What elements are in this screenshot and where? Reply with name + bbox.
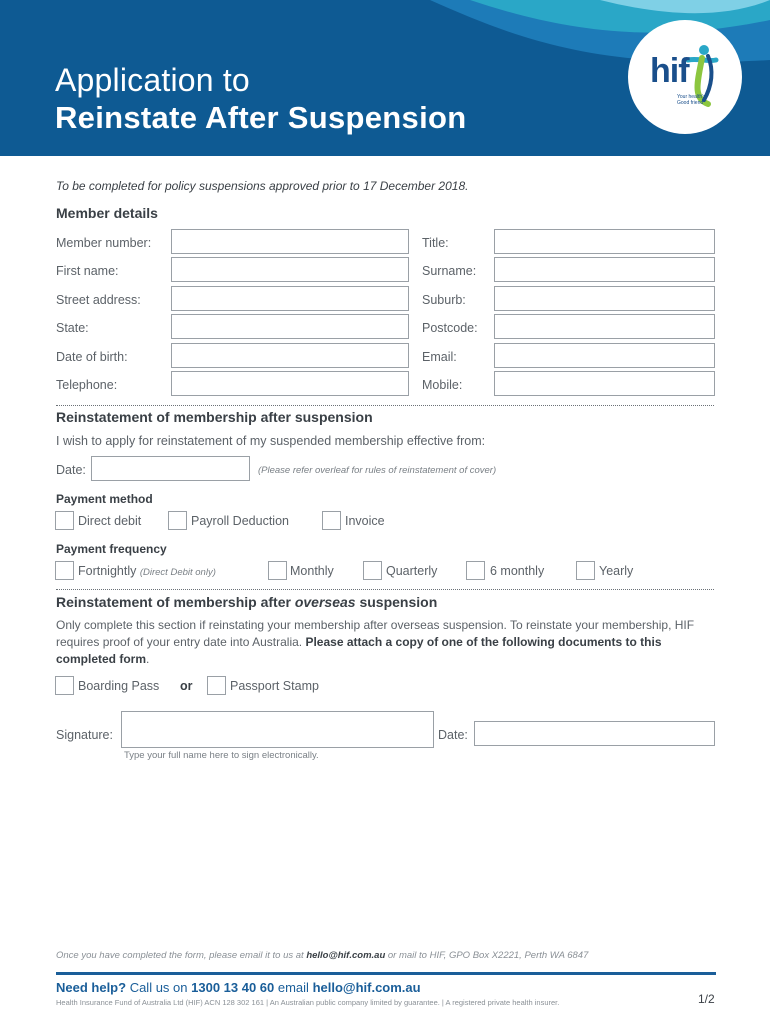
divider [56,405,714,406]
email-field[interactable] [494,343,715,368]
signature-date-label: Date: [438,728,468,742]
page-number: 1/2 [698,992,715,1006]
first-name-label: First name: [56,264,119,278]
state-field[interactable] [171,314,409,339]
payment-frequency-heading: Payment frequency [56,542,167,556]
help-label: Need help? [56,980,127,995]
passport-stamp-label: Passport Stamp [230,679,319,693]
direct-debit-checkbox[interactable] [55,511,74,530]
overseas-para-bold: Please attach a copy of one of the following documents to this completed form [56,635,662,666]
mobile-label: Mobile: [422,378,463,392]
boarding-pass-checkbox[interactable] [55,676,74,695]
divider [56,589,714,590]
dob-label: Date of birth: [56,350,128,364]
title-label: Title: [422,236,449,250]
telephone-label: Telephone: [56,378,118,392]
street-address-field[interactable] [171,286,409,311]
street-address-label: Street address: [56,293,141,307]
help-email-text: email [274,980,313,995]
or-text: or [180,679,193,693]
yearly-label: Yearly [599,564,634,578]
submission-note-pre: Once you have completed the form, please email it to us at [56,950,307,961]
reinstatement-date-field[interactable] [91,456,250,481]
quarterly-checkbox[interactable] [363,561,382,580]
suburb-label: Suburb: [422,293,466,307]
mobile-field[interactable] [494,371,715,396]
help-call-text: Call us on [126,980,192,995]
page-title-line1: Application to [55,62,250,98]
six-monthly-checkbox[interactable] [466,561,485,580]
state-label: State: [56,321,89,335]
footer-rule [56,972,716,975]
overseas-instructions [56,617,716,668]
fortnightly-text: Fortnightly [78,564,137,578]
signature-date-field[interactable] [474,721,715,746]
submission-email-link[interactable]: hello@hif.com.au [306,950,386,961]
telephone-field[interactable] [171,371,409,396]
six-monthly-label: 6 monthly [490,564,545,578]
title-field[interactable] [494,229,715,254]
invoice-label: Invoice [345,514,385,528]
postcode-label: Postcode: [422,321,478,335]
surname-label: Surname: [422,264,477,278]
yearly-checkbox[interactable] [576,561,595,580]
boarding-pass-label: Boarding Pass [78,679,160,693]
monthly-label: Monthly [290,564,334,578]
help-line [56,980,421,995]
fortnightly-note: (Direct Debit only) [139,567,216,578]
legal-text: Health Insurance Fund of Australia Ltd (HIF) ACN 128 302 161 | An Australian public company limited by guarantee. | A registered private health insurer. [56,998,560,1007]
dob-field[interactable] [171,343,409,368]
member-number-label: Member number: [56,236,152,250]
quarterly-label: Quarterly [386,564,438,578]
intro-note: To be completed for policy suspensions approved prior to 17 December 2018. [56,179,469,193]
reinstatement-heading: Reinstatement of membership after suspension [56,409,373,425]
monthly-checkbox[interactable] [268,561,287,580]
payroll-deduction-label: Payroll Deduction [191,514,289,528]
help-email-link[interactable]: hello@hif.com.au [312,980,421,995]
submission-note-post: or mail to HIF, GPO Box X2221, Perth WA 6847 [385,950,589,961]
suburb-field[interactable] [494,286,715,311]
signature-label: Signature: [56,728,113,742]
help-phone-link[interactable]: 1300 13 40 60 [191,980,275,995]
surname-field[interactable] [494,257,715,282]
reinstatement-date-label: Date: [56,463,86,477]
invoice-checkbox[interactable] [322,511,341,530]
fortnightly-label [78,564,216,578]
overseas-heading-em: overseas [294,594,356,610]
overseas-para-end: . [146,652,150,666]
member-number-field[interactable] [171,229,409,254]
email-label: Email: [422,350,457,364]
payroll-deduction-checkbox[interactable] [168,511,187,530]
overseas-heading-pre: Reinstatement of membership after [56,594,295,610]
logo-tagline: Your health's Good friend [677,94,706,106]
signature-hint: Type your full name here to sign electronically. [124,750,319,761]
logo-wordmark: hif [650,52,689,90]
page-title-line2: Reinstate After Suspension [55,100,467,135]
payment-method-heading: Payment method [56,492,153,506]
overseas-heading-post: suspension [355,594,438,610]
first-name-field[interactable] [171,257,409,282]
apply-text: I wish to apply for reinstatement of my suspended membership effective from: [56,434,486,448]
direct-debit-label: Direct debit [78,514,142,528]
reinstatement-date-note: (Please refer overleaf for rules of reinstatement of cover) [258,465,497,476]
submission-note [56,950,588,961]
passport-stamp-checkbox[interactable] [207,676,226,695]
fortnightly-checkbox[interactable] [55,561,74,580]
member-details-heading: Member details [56,205,158,221]
signature-field[interactable] [121,711,434,748]
overseas-heading [56,594,437,610]
overseas-para-text: Only complete this section if reinstating your membership after overseas suspension. To reinstate your membership, HIF requires proof of your entry date into Australia. [56,618,695,649]
postcode-field[interactable] [494,314,715,339]
